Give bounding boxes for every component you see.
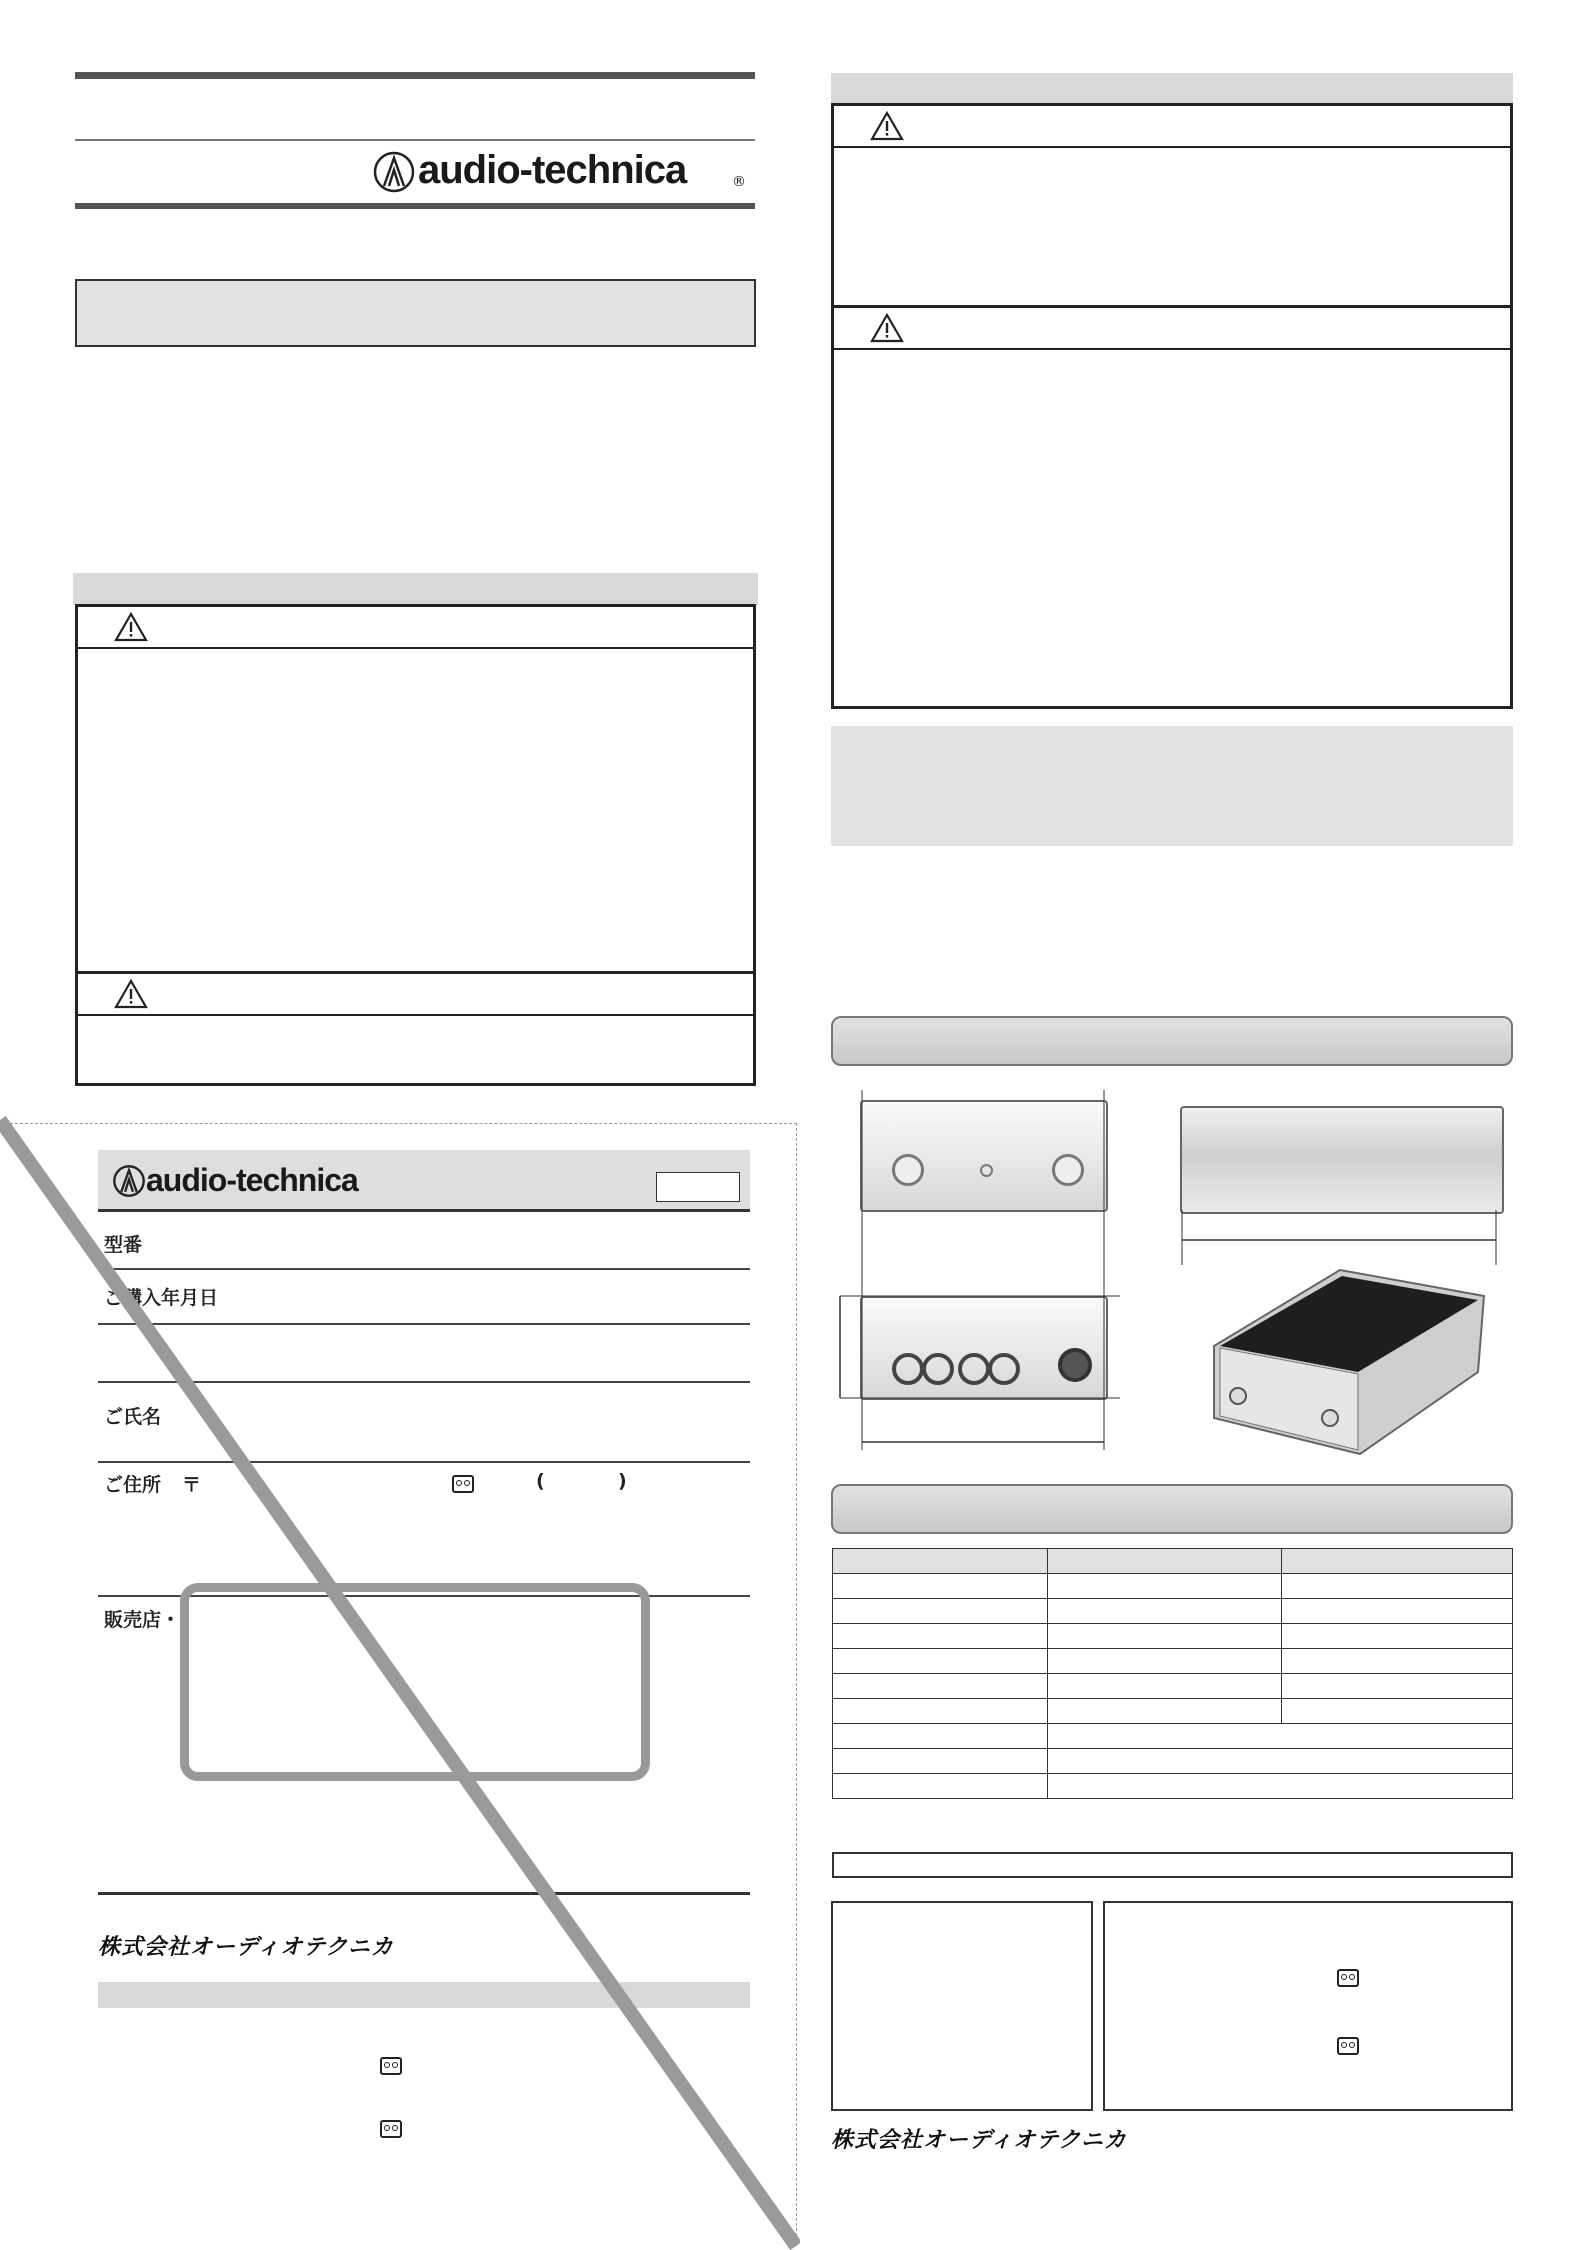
top-rule [75, 72, 755, 79]
model-label: 型番 [104, 1234, 143, 1256]
address-label: ご住所 [104, 1474, 162, 1496]
table-row [833, 1749, 1513, 1774]
card-brand-name: audio-technica [146, 1162, 358, 1198]
table-row [833, 1674, 1513, 1699]
section-bar-specifications [831, 1484, 1513, 1534]
warning-icon [114, 612, 148, 642]
section-bar-dimensions [831, 1016, 1513, 1066]
caution-box [75, 971, 756, 1086]
dimension-lines-front [820, 1080, 1120, 1450]
table-row [833, 1624, 1513, 1649]
header-bottom-rule [75, 203, 755, 209]
thin-rule [75, 139, 755, 141]
safety-header-band [73, 573, 758, 605]
purchase-date-label: ご購入年月日 [104, 1287, 219, 1309]
brand-logo [372, 148, 752, 196]
warning-icon [870, 111, 904, 141]
warning-header [78, 607, 753, 649]
notes-strip [832, 1852, 1513, 1878]
postal-mark: 〒 [182, 1474, 202, 1496]
table-row [833, 1724, 1513, 1749]
right-caution-box [831, 305, 1513, 709]
table-row [833, 1574, 1513, 1599]
brand-registered: ® [732, 174, 746, 190]
table-row [833, 1774, 1513, 1799]
phone-paren-open: ( [536, 1470, 545, 1492]
telephone-icon [1337, 1969, 1359, 1987]
spec-table [832, 1548, 1513, 1799]
service-box-right [1103, 1901, 1513, 2111]
dimension-lines-side [1174, 1210, 1514, 1270]
footer-company-logo: 株式会社オーディオテクニカ [831, 2128, 1127, 2153]
caution-header [834, 308, 1510, 350]
table-row [833, 1599, 1513, 1624]
service-box-left [831, 1901, 1093, 2111]
notice-box [831, 726, 1513, 846]
diagonal-strike [0, 1100, 800, 2250]
right-header-band [831, 73, 1513, 103]
table-row [833, 1549, 1513, 1574]
perspective-view-image [1210, 1268, 1490, 1458]
brand-mark-icon [372, 150, 416, 194]
caution-header [78, 974, 753, 1016]
right-warning-box [831, 103, 1513, 308]
telephone-icon [1337, 2037, 1359, 2055]
table-row [833, 1649, 1513, 1674]
name-label: ご氏名 [104, 1406, 162, 1428]
intro-box [75, 279, 756, 347]
side-view-image [1180, 1106, 1504, 1214]
table-row [833, 1699, 1513, 1724]
warning-icon [114, 979, 148, 1009]
warning-icon [870, 313, 904, 343]
warning-box [75, 604, 756, 974]
warning-header [834, 106, 1510, 148]
card-company-logo: 株式会社オーディオテクニカ [98, 1935, 394, 1960]
shop-label: 販売店・ [104, 1609, 181, 1631]
brand-name: audio-technica [418, 148, 687, 192]
phone-paren-close: ) [618, 1470, 627, 1492]
